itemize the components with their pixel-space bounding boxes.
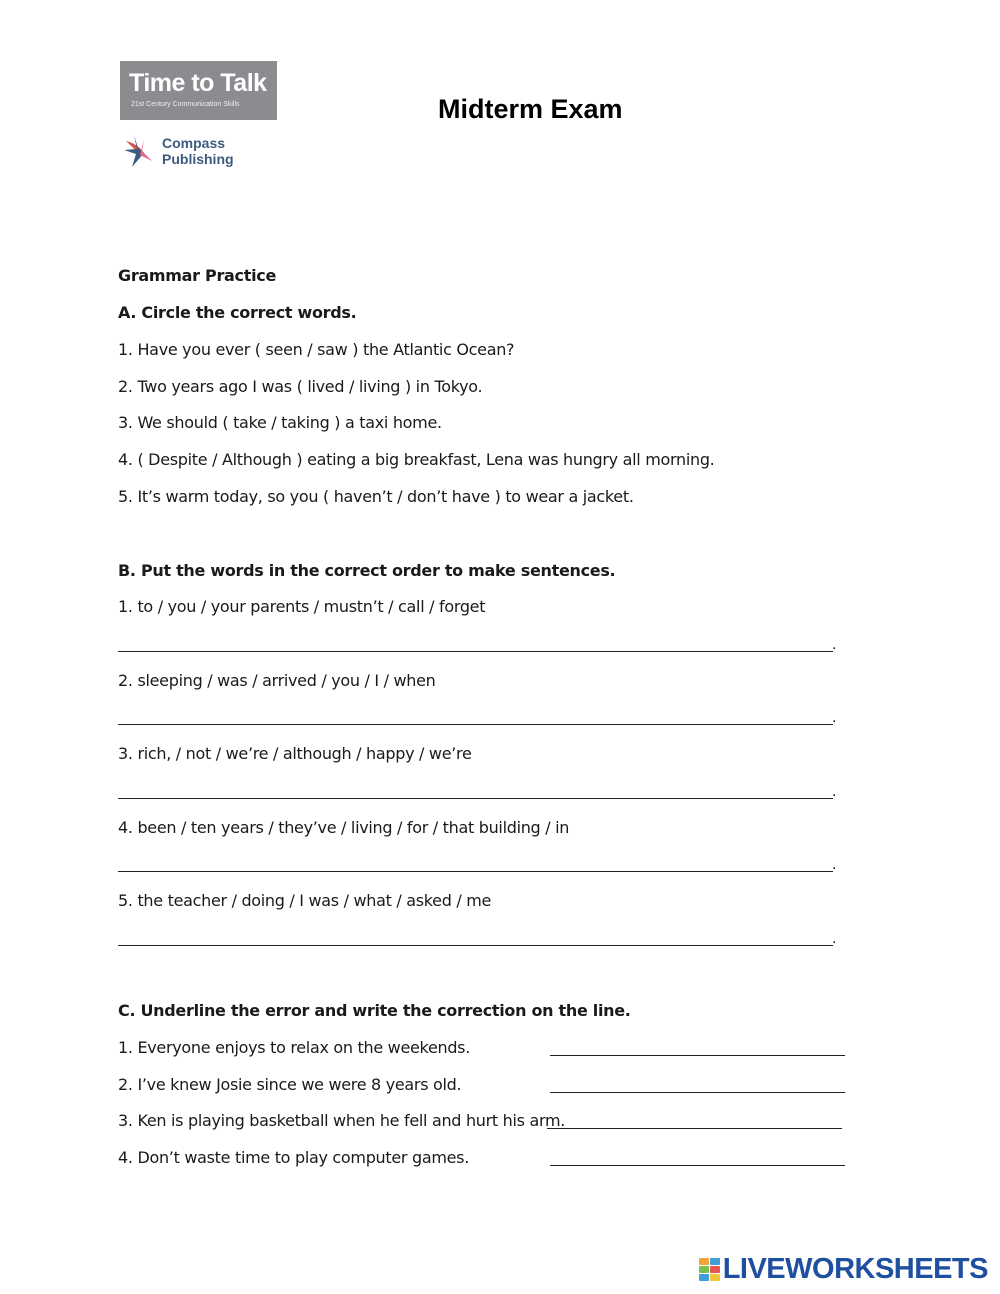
section-c-item-3: 3. Ken is playing basketball when he fell and hurt his arm.: [118, 1111, 566, 1130]
answer-line-4-period: .: [832, 856, 837, 873]
star-logo-icon: [122, 133, 160, 169]
publisher-line1: Compass: [162, 135, 226, 151]
section-b-answer-line-5[interactable]: [118, 945, 833, 946]
section-a-item-5: 5. It’s warm today, so you ( haven’t / don’t have ) to wear a jacket.: [118, 487, 634, 506]
liveworksheets-blocks-icon: [699, 1258, 719, 1280]
section-c-item-2: 2. I’ve knew Josie since we were 8 years old.: [118, 1075, 462, 1094]
section-c-answer-line-2[interactable]: [550, 1092, 845, 1093]
publisher-name: [162, 135, 234, 167]
section-b-instruction: B. Put the words in the correct order to make sentences.: [118, 561, 616, 580]
section-c-instruction: C. Underline the error and write the correction on the line.: [118, 1001, 631, 1020]
section-a-item-3: 3. We should ( take / taking ) a taxi home.: [118, 413, 442, 432]
section-b-item-2: 2. sleeping / was / arrived / you / I / when: [118, 671, 436, 690]
compass-publishing-logo: [122, 133, 242, 169]
section-a-instruction: A. Circle the correct words.: [118, 303, 357, 322]
section-b-answer-line-1[interactable]: [118, 651, 833, 652]
section-a-item-2: 2. Two years ago I was ( lived / living ) in Tokyo.: [118, 377, 483, 396]
time-to-talk-logo: [120, 61, 277, 120]
section-b-answer-line-3[interactable]: [118, 798, 833, 799]
answer-line-3-period: .: [832, 783, 837, 800]
section-c-answer-line-3[interactable]: [547, 1128, 842, 1129]
section-c-answer-line-1[interactable]: [550, 1055, 845, 1056]
section-b-item-4: 4. been / ten years / they’ve / living / for / that building / in: [118, 818, 570, 837]
section-c-answer-line-4[interactable]: [550, 1165, 845, 1166]
section-a-item-1: 1. Have you ever ( seen / saw ) the Atlantic Ocean?: [118, 340, 515, 359]
section-b-answer-line-4[interactable]: [118, 871, 833, 872]
section-c-item-4: 4. Don’t waste time to play computer games.: [118, 1148, 469, 1167]
publisher-line2: Publishing: [162, 151, 234, 167]
section-c-item-1: 1. Everyone enjoys to relax on the weekends.: [118, 1038, 471, 1057]
section-b-item-1: 1. to / you / your parents / mustn’t / call / forget: [118, 597, 486, 616]
liveworksheets-logo: [699, 1254, 988, 1284]
page-title: Midterm Exam: [438, 94, 623, 124]
answer-line-1-period: .: [832, 636, 837, 653]
section-b-item-5: 5. the teacher / doing / I was / what / asked / me: [118, 891, 492, 910]
answer-line-5-period: .: [832, 930, 837, 947]
liveworksheets-brand: LIVEWORKSHEETS: [722, 1252, 988, 1285]
section-a-item-4: 4. ( Despite / Although ) eating a big breakfast, Lena was hungry all morning.: [118, 450, 715, 469]
section-heading: Grammar Practice: [118, 266, 276, 285]
section-b-answer-line-2[interactable]: [118, 724, 833, 725]
logo-title: Time to Talk: [129, 69, 267, 97]
answer-line-2-period: .: [832, 709, 837, 726]
logo-subtitle: 21st Century Communication Skills: [131, 101, 240, 108]
section-b-item-3: 3. rich, / not / we’re / although / happy / we’re: [118, 744, 472, 763]
